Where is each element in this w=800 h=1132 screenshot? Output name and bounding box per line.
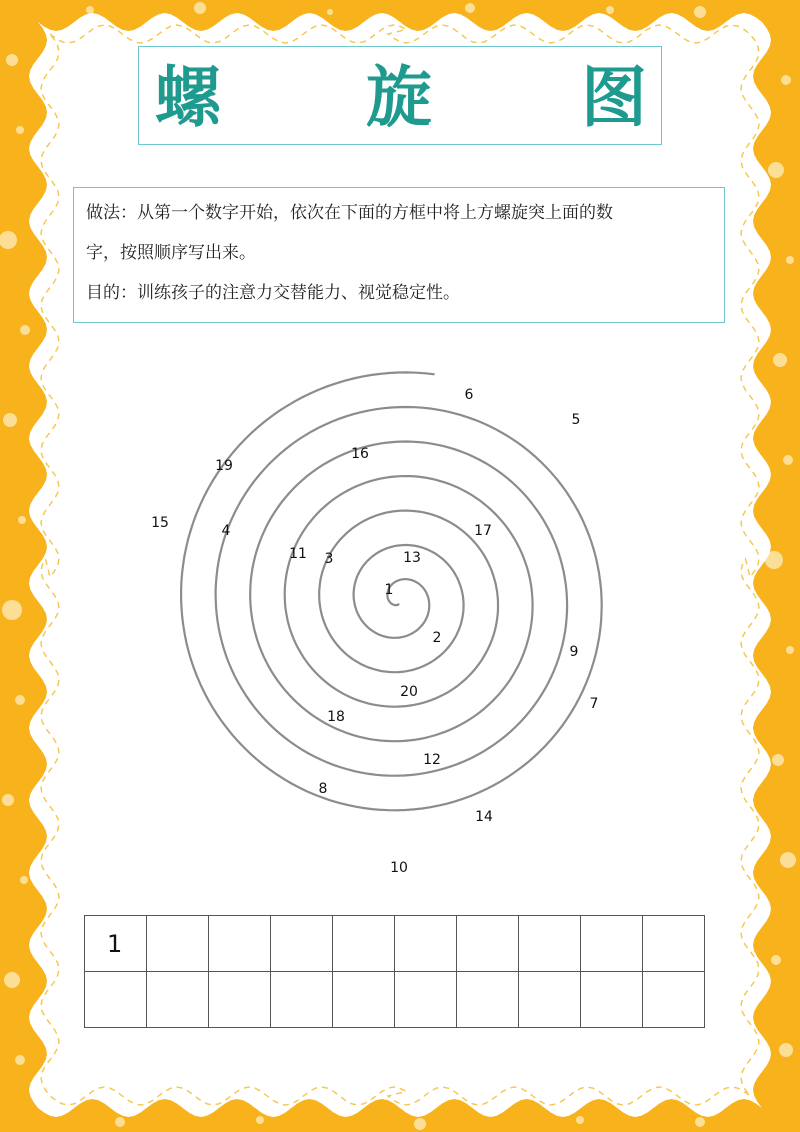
answer-cell[interactable] <box>147 916 209 972</box>
title-char-3: 图 <box>581 58 647 136</box>
spiral-number: 3 <box>324 551 334 567</box>
title-char-2: 旋 <box>366 58 432 136</box>
answer-cell[interactable] <box>147 972 209 1028</box>
instruction-line-2: 字，按照顺序写出来。 <box>86 243 256 263</box>
instruction-line-1: 做法：从第一个数字开始，依次在下面的方框中将上方螺旋突上面的数 <box>86 203 613 223</box>
title-char-1: 螺 <box>155 58 221 136</box>
spiral-number: 13 <box>403 550 421 566</box>
answer-grid-row <box>85 972 705 1028</box>
spiral-number: 10 <box>390 860 408 876</box>
answer-grid-row <box>85 916 705 972</box>
spiral-number: 6 <box>464 387 474 403</box>
answer-cell[interactable] <box>643 972 705 1028</box>
answer-cell[interactable] <box>581 916 643 972</box>
answer-cell[interactable] <box>271 972 333 1028</box>
spiral-number: 20 <box>400 684 418 700</box>
spiral-number: 5 <box>571 412 581 428</box>
answer-cell[interactable] <box>395 972 457 1028</box>
answer-cell[interactable] <box>581 972 643 1028</box>
answer-cell[interactable] <box>333 972 395 1028</box>
answer-cell[interactable] <box>457 972 519 1028</box>
answer-cell[interactable] <box>457 916 519 972</box>
spiral-number: 17 <box>474 523 492 539</box>
answer-cell[interactable]: 1 <box>85 916 147 972</box>
spiral-number: 16 <box>351 446 369 462</box>
spiral-number: 2 <box>432 630 442 646</box>
spiral-number: 9 <box>569 644 579 660</box>
spiral-number: 11 <box>289 546 307 562</box>
spiral-number: 4 <box>221 523 231 539</box>
answer-cell[interactable] <box>519 916 581 972</box>
spiral-number: 19 <box>215 458 233 474</box>
spiral-number: 1 <box>384 582 394 598</box>
answer-cell[interactable] <box>209 972 271 1028</box>
spiral-number: 7 <box>589 696 599 712</box>
spiral-number: 15 <box>151 515 169 531</box>
answer-cell[interactable] <box>519 972 581 1028</box>
answer-cell[interactable] <box>643 916 705 972</box>
answer-grid <box>84 915 705 1028</box>
spiral-number: 8 <box>318 781 328 797</box>
answer-cell[interactable] <box>271 916 333 972</box>
spiral-number: 12 <box>423 752 441 768</box>
instruction-line-3: 目的：训练孩子的注意力交替能力、视觉稳定性。 <box>86 283 460 303</box>
answer-cell[interactable] <box>209 916 271 972</box>
spiral-number: 18 <box>327 709 345 725</box>
spiral-number: 14 <box>475 809 493 825</box>
answer-cell[interactable] <box>333 916 395 972</box>
answer-cell[interactable] <box>395 916 457 972</box>
answer-cell[interactable] <box>85 972 147 1028</box>
